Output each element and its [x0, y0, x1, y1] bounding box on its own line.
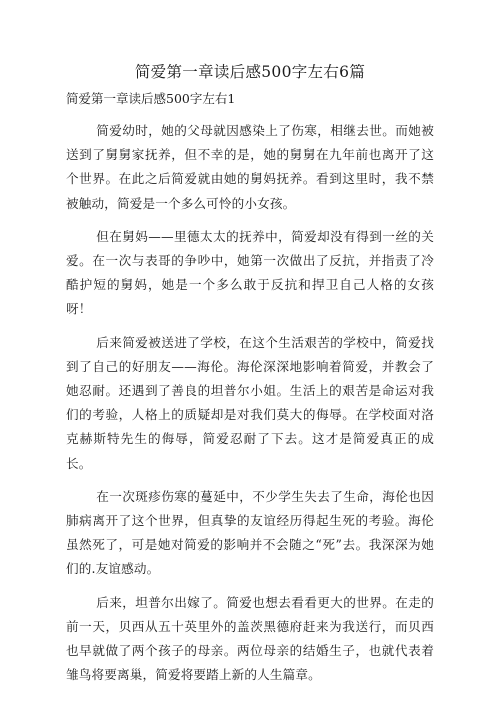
- paragraph-4: 在一次斑疹伤寒的蔓延中，不少学生失去了生命，海伦也因肺病离开了这个世界，但真挚的友谊经历得起生死的考验。海伦虽然死了，可是她对简爱的影响并不会随之“死”去。我深深为她们的.友谊感动。: [66, 488, 434, 577]
- section-title: 简爱第一章读后感500字左右1: [66, 91, 236, 106]
- paragraph-3: 后来简爱被送进了学校，在这个生活艰苦的学校中，简爱找到了自己的好朋友——海伦。海伦深深地影响着简爱，并教会了她忍耐。还遇到了善良的坦普尔小姐。生活上的艰苦是命运对我们的考验，人格上的质疑却是对我们莫大的侮辱。在学校面对洛克赫斯特先生的侮辱，简爱忍耐了下去。这才是简爱真正的成长。: [66, 334, 434, 471]
- paragraph-2: 但在舅妈——里德太太的抚养中，简爱却没有得到一丝的关爱。在一次与表哥的争吵中，她第一次做出了反抗，并指责了冷酷护短的舅妈，她是一个多么敢于反抗和捍卫自己人格的女孩呀！: [66, 228, 434, 317]
- document-title: 简爱第一章读后感500字左右6篇: [134, 63, 366, 81]
- paragraph-1: 简爱幼时，她的父母就因感染上了伤寒，相继去世。而她被送到了舅舅家抚养，但不幸的是，她的舅舅在九年前也离开了这个世界。在此之后简爱就由她的舅妈抚养。看到这里时，我不禁被触动，简爱是一个多么可怜的小女孩。: [66, 123, 434, 211]
- paragraph-5: 后来，坦普尔出嫁了。简爱也想去看看更大的世界。在走的前一天，贝西从五十英里外的盖茨黑德府赶来为我送行，而贝西也早就做了两个孩子的母亲。两位母亲的结婚生子，也就代表着雏鸟将要离巢，简爱将要踏上新的人生篇章。: [66, 594, 434, 683]
